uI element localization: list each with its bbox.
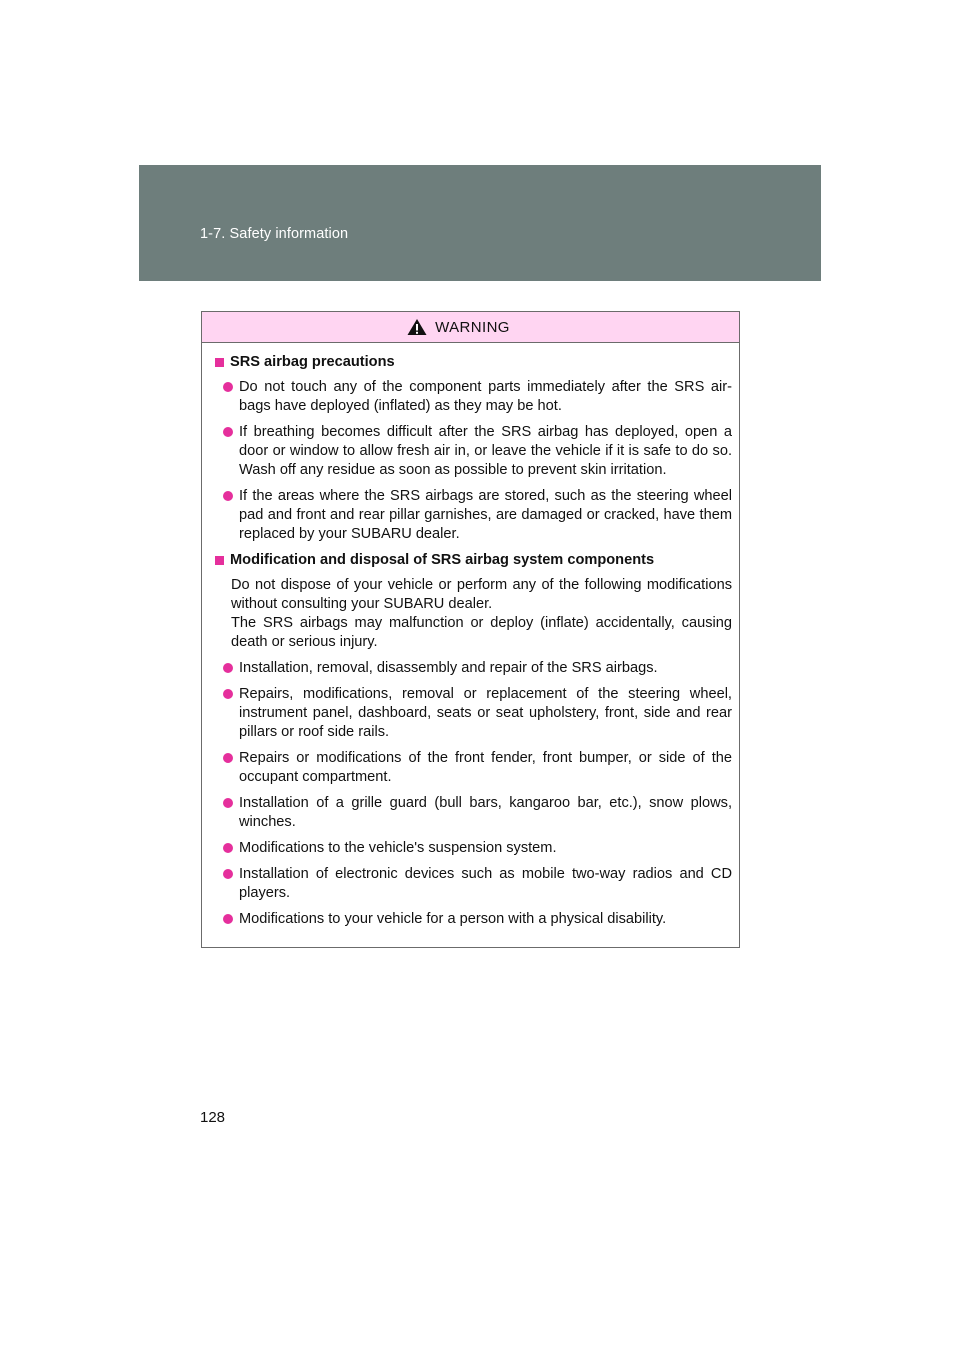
intro-line: The SRS airbags may malfunction or deploy (inflate) accidentally, causing death or serious injury. [231, 615, 732, 650]
round-bullet-icon [223, 382, 233, 392]
list-item-text: If the areas where the SRS airbags are stored, such as the steering wheel pad and front and rear pillar garnishes, are damaged or cracked, have them replaced by your SUBARU dealer. [239, 488, 732, 542]
warning-triangle-icon [407, 318, 427, 336]
section-heading-text: SRS airbag precautions [230, 354, 395, 370]
list-item [215, 794, 732, 832]
list-item-text: Modifications to your vehicle for a person with a physical disability. [239, 911, 667, 927]
round-bullet-icon [223, 491, 233, 501]
warning-header [202, 312, 739, 343]
round-bullet-icon [223, 843, 233, 853]
header-band [139, 165, 821, 281]
list-item [215, 378, 732, 416]
list-item-text: Installation, removal, disassembly and repair of the SRS airbags. [239, 660, 658, 676]
warning-body [202, 343, 739, 929]
warning-title: WARNING [435, 318, 510, 336]
round-bullet-icon [223, 753, 233, 763]
list-item [215, 685, 732, 742]
square-bullet-icon [215, 556, 224, 565]
section-heading-text: Modification and disposal of SRS airbag system components [230, 552, 655, 568]
list-item [215, 910, 732, 929]
round-bullet-icon [223, 427, 233, 437]
round-bullet-icon [223, 798, 233, 808]
square-bullet-icon [215, 358, 224, 367]
list-item-text: Modifications to the vehicle's suspension system. [239, 840, 557, 856]
round-bullet-icon [223, 663, 233, 673]
list-item-text: Do not touch any of the component parts immediately after the SRS air-bags have deployed (inflated) as they may be hot. [239, 379, 732, 414]
list-item [215, 839, 732, 858]
warning-box [201, 311, 740, 948]
section-heading [215, 551, 732, 570]
list-item [215, 865, 732, 903]
list-item [215, 659, 732, 678]
intro-line: Do not dispose of your vehicle or perform any of the following modifications without consulting your SUBARU dealer. [231, 577, 732, 612]
list-item [215, 749, 732, 787]
list-item-text: Installation of a grille guard (bull bars, kangaroo bar, etc.), snow plows, winches. [239, 795, 732, 830]
page-number: 128 [200, 1109, 226, 1126]
round-bullet-icon [223, 914, 233, 924]
intro-paragraph [215, 576, 732, 652]
section-title: 1-7. Safety information [200, 226, 349, 242]
list-item-text: Repairs or modifications of the front fender, front bumper, or side of the occupant compartment. [239, 750, 732, 785]
list-item [215, 423, 732, 480]
round-bullet-icon [223, 689, 233, 699]
round-bullet-icon [223, 869, 233, 879]
list-item-text: If breathing becomes difficult after the SRS airbag has deployed, open a door or window to allow fresh air in, or leave the vehicle if it is safe to do so. Wash off any residue as soon as possible to prevent skin irritation. [239, 424, 732, 478]
section-heading [215, 353, 732, 372]
list-item-text: Repairs, modifications, removal or replacement of the steering wheel, instrument panel, dashboard, seats or seat upholstery, front, side and rear pillars or roof side rails. [239, 686, 732, 740]
list-item [215, 487, 732, 544]
list-item-text: Installation of electronic devices such as mobile two-way radios and CD players. [239, 866, 732, 901]
